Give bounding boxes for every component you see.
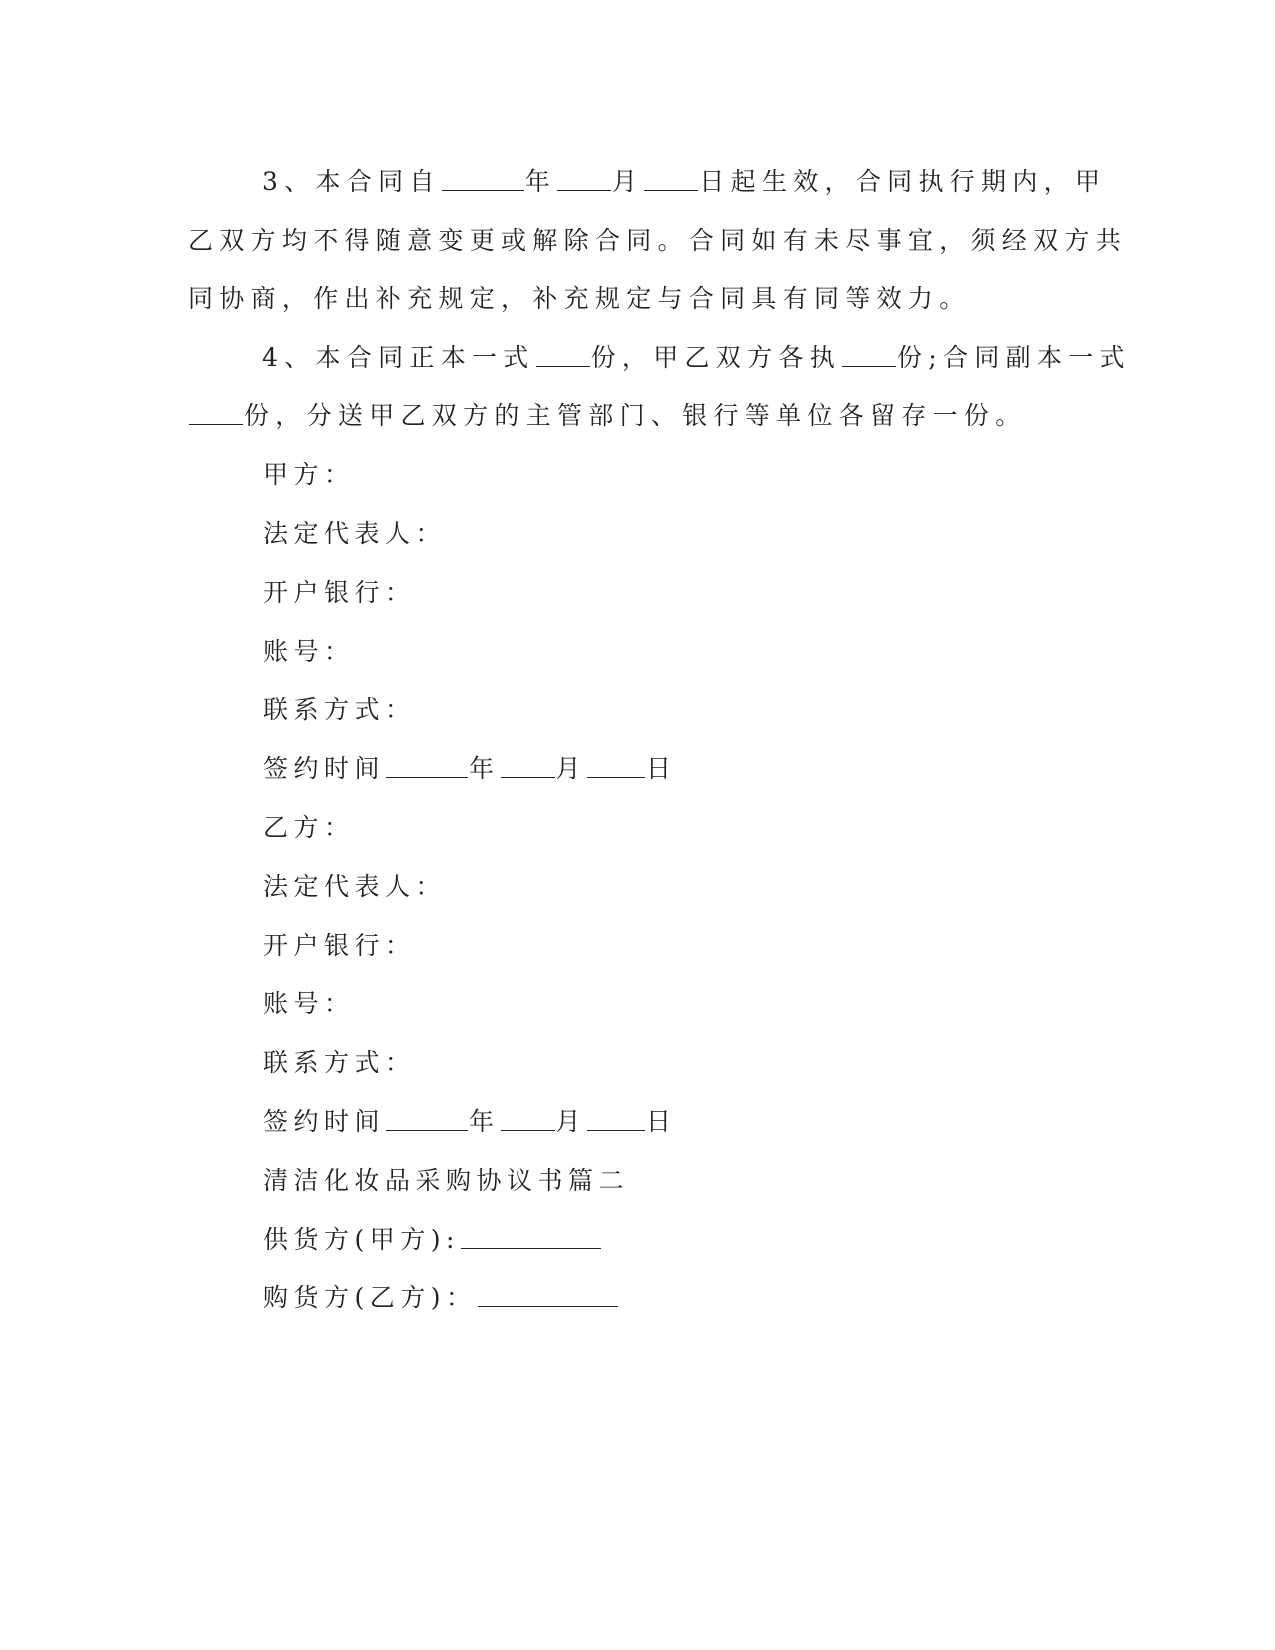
supplier-label: 供货方(甲方): <box>263 1225 460 1254</box>
buyer-line <box>263 1278 1143 1318</box>
clause-4-mid-2: 份;合同副本一式 <box>897 343 1131 372</box>
blank-day <box>587 751 645 778</box>
party-a-label: 甲方： <box>263 460 355 489</box>
section-2-title: 清洁化妆品采购协议书篇二 <box>263 1166 630 1195</box>
party-b-contact-label: 联系方式： <box>263 1048 416 1077</box>
party-b-bank-label: 开户银行： <box>263 931 416 960</box>
year-label: 年 <box>469 754 500 783</box>
month-label: 月 <box>555 1107 587 1136</box>
clause-3-day-rest: 日起生效，合同执行期内，甲 <box>699 167 1107 196</box>
day-label: 日 <box>646 1107 677 1136</box>
month-label: 月 <box>612 167 644 196</box>
blank-day <box>644 164 698 191</box>
year-label: 年 <box>469 1107 500 1136</box>
clause-4-line-2-text: 份，分送甲乙双方的主管部门、银行等单位各留存一份。 <box>244 401 1027 430</box>
blank-month <box>557 164 611 191</box>
blank-copy-count <box>189 398 243 425</box>
clause-4-mid-1: 份，甲乙双方各执 <box>590 343 842 372</box>
party-a-account-label: 账号： <box>263 637 355 666</box>
blank-buyer-name <box>478 1280 618 1307</box>
day-label: 日 <box>646 754 677 783</box>
party-b-rep-label: 法定代表人： <box>263 872 447 901</box>
year-label: 年 <box>524 167 557 196</box>
blank-supplier-name <box>461 1222 601 1249</box>
party-b-label: 乙方： <box>263 813 355 842</box>
blank-original-count <box>536 340 590 367</box>
clause-4-prefix: 4、本合同正本一式 <box>262 343 535 372</box>
blank-day <box>587 1104 645 1131</box>
clause-3-line-2: 乙双方均不得随意变更或解除合同。合同如有未尽事宜，须经双方共 <box>188 226 1128 255</box>
clause-3-prefix: 3、本合同自 <box>262 167 441 196</box>
sign-date-label: 签约时间 <box>263 1107 386 1136</box>
month-label: 月 <box>555 754 587 783</box>
blank-year <box>386 1104 468 1131</box>
buyer-label: 购货方(乙方)： <box>263 1283 477 1312</box>
party-a-sign-date <box>263 749 1143 789</box>
party-a-bank-label: 开户银行： <box>263 578 416 607</box>
clause-4-line-2 <box>188 396 1068 436</box>
blank-year <box>386 751 468 778</box>
party-a-contact-label: 联系方式： <box>263 695 416 724</box>
blank-year <box>442 164 524 191</box>
party-a-rep-label: 法定代表人： <box>263 519 447 548</box>
clause-3-line-3: 同协商，作出补充规定，补充规定与合同具有同等效力。 <box>188 284 971 313</box>
blank-month <box>501 751 555 778</box>
clause-3-line-1 <box>262 162 1142 202</box>
clause-4-line-1 <box>262 338 1142 378</box>
party-b-sign-date <box>263 1102 1143 1142</box>
blank-month <box>501 1104 555 1131</box>
sign-date-label: 签约时间 <box>263 754 386 783</box>
party-b-account-label: 账号： <box>263 989 355 1018</box>
blank-each-count <box>842 340 896 367</box>
supplier-line <box>263 1220 1143 1260</box>
